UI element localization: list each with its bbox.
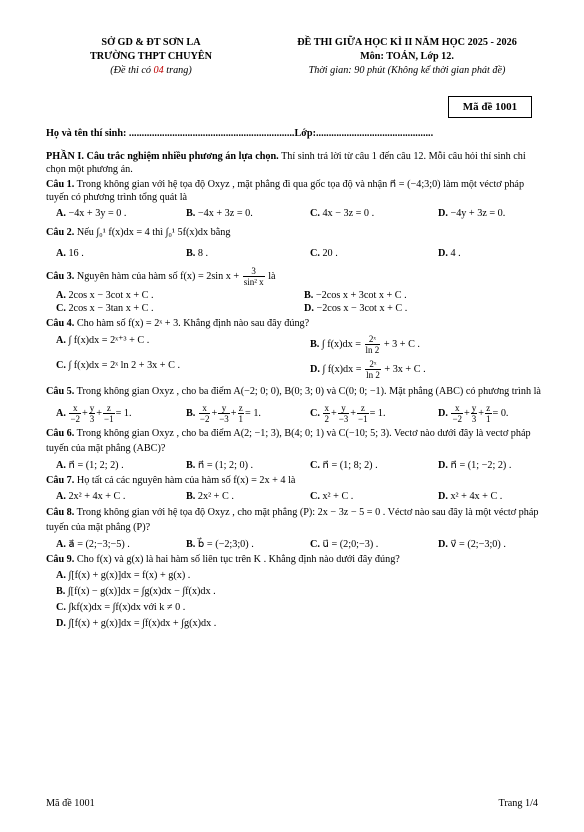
fraction: $\frac{z}{-1}$ (358, 403, 368, 424)
fraction: $\frac{z}{1}$ (486, 403, 491, 424)
option-a[interactable]: A. ∫ f(x)dx = 2ˣ⁺³ + C . (56, 335, 150, 346)
question-6-options (56, 459, 542, 472)
department-name: SỞ GD & ĐT SƠN LA (101, 37, 201, 48)
option-c[interactable]: C. x² + C . (310, 491, 354, 502)
header-left (46, 36, 256, 78)
option-d[interactable]: D. $\frac{x}{-2}$ + $\frac{y}{3}$ + $\frac{z}{1}$ = 0. (438, 403, 509, 424)
question-1: Câu 1. Trong không gian với hệ tọa độ Oxyz , mặt phẳng đi qua gốc tọa độ và nhận n⃗ = (−4;3;0) làm một véctơ pháp tuyến có phương trình tổng quát là (46, 179, 525, 203)
question-7-options (56, 490, 542, 503)
question-4: Câu 4. Cho hàm số f(x) = 2ˣ + 3. Khẳng định nào sau đây đúng? (46, 318, 310, 329)
option-c[interactable]: C. 2cos x − 3tan x + C . (56, 303, 154, 314)
question-6: Câu 6. Trong không gian Oxyz , cho ba điểm A(2; −1; 3), B(4; 0; 1) và C(−10; 5; 3). Vectơ nào dưới đây là vectơ pháp tuyến của mặt phẳng (ABC)? (46, 428, 531, 454)
option-b[interactable]: B. n⃗ = (1; 2; 0) . (186, 460, 254, 471)
option-c[interactable]: C. $\frac{x}{2}$ + $\frac{y}{-3}$ + $\frac{z}{-1}$ = 1. (310, 403, 386, 424)
option-d[interactable]: D. n⃗ = (1; −2; 2) . (438, 460, 512, 471)
student-info-line: Họ và tên thí sinh: .................................................................Lớp:.............................................. (46, 128, 434, 139)
footer-page-number: Trang 1/4 (498, 798, 538, 809)
option-c[interactable]: C. u⃗ = (2;0;−3) . (310, 539, 379, 550)
fraction: $\frac{x}{-2}$ (70, 403, 81, 424)
option-a[interactable]: A. −4x + 3y = 0 . (56, 208, 127, 219)
option-d[interactable]: D. 4 . (438, 248, 461, 259)
option-c[interactable]: C. ∫ f(x)dx = 2ˣ ln 2 + 3x + C . (56, 360, 180, 371)
option-d[interactable]: D. ∫ f(x)dx = $\frac{\text{2ˣ}}{\ln 2}$ + 3x + C . (310, 359, 426, 380)
fraction: $\frac{x}{-2}$ (199, 403, 210, 424)
question-9-options (56, 569, 542, 630)
fraction: $\frac{x}{-2}$ (452, 403, 463, 424)
option-a[interactable]: A. 2cos x − 3cot x + C . (56, 290, 154, 301)
option-d[interactable]: D. −4y + 3z = 0. (438, 208, 506, 219)
question-1-options (56, 207, 542, 220)
option-b[interactable]: B. ∫[f(x) − g(x)]dx = ∫g(x)dx − ∫f(x)dx . (56, 586, 216, 597)
questions-section (46, 150, 542, 633)
option-d[interactable]: D. x² + 4x + C . (438, 491, 503, 502)
question-7: Câu 7. Họ tất cả các nguyên hàm của hàm số f(x) = 2x + 4 là (46, 475, 296, 486)
question-8-options (56, 538, 542, 551)
option-b[interactable]: B. 8 . (186, 248, 209, 259)
exam-code-box: Mã đề 1001 (448, 96, 532, 118)
option-d[interactable]: D. ∫[f(x) + g(x)]dx = ∫f(x)dx + ∫g(x)dx . (56, 618, 217, 629)
question-3: Câu 3. Nguyên hàm của hàm số f(x) = 2sin x + $\frac{3}{\text{sin² x}}$ là (46, 266, 276, 287)
question-4-options-ab (56, 334, 542, 355)
option-c[interactable]: C. 4x − 3z = 0 . (310, 208, 375, 219)
fraction: $\frac{y}{3}$ (471, 403, 477, 424)
option-b[interactable]: B. −2cos x + 3cot x + C . (304, 290, 407, 301)
exam-subject: Môn: TOÁN, Lớp 12. (360, 51, 454, 62)
option-a[interactable]: A. n⃗ = (1; 2; 2) . (56, 460, 124, 471)
question-9: Câu 9. Cho f(x) và g(x) là hai hàm số liên tục trên K . Khẳng định nào dưới đây đúng? (46, 554, 400, 565)
question-3-options (56, 289, 542, 315)
option-a[interactable]: A. ∫[f(x) + g(x)]dx = f(x) + g(x) . (56, 570, 191, 581)
fraction: $\frac{x}{2}$ (324, 403, 329, 424)
fraction: $\frac{z}{1}$ (238, 403, 244, 424)
option-b[interactable]: B. −4x + 3z = 0. (186, 208, 253, 219)
pages-note: (Đề thi có 04 trang) (110, 65, 192, 76)
question-5: Câu 5. Trong không gian Oxyz , cho ba điểm A(−2; 0; 0), B(0; 3; 0) và C(0; 0; −1). Mặt phẳng (ABC) có phương trình là (46, 386, 541, 397)
option-c[interactable]: C. 20 . (310, 248, 338, 259)
footer-exam-code: Mã đề 1001 (46, 798, 95, 809)
option-b[interactable]: B. b⃗ = (−2;3;0) . (186, 539, 254, 550)
option-d[interactable]: D. −2cos x − 3cot x + C . (304, 303, 408, 314)
exam-time: Thời gian: 90 phút (Không kể thời gian phát đề) (308, 65, 506, 76)
fraction: $\frac{z}{-1}$ (104, 403, 114, 424)
option-b[interactable]: B. ∫ f(x)dx = $\frac{\text{2ˣ}}{\ln 2}$ + 3 + C . (310, 334, 420, 355)
exam-title: ĐỀ THI GIỮA HỌC KÌ II NĂM HỌC 2025 - 2026 (297, 37, 517, 48)
option-b[interactable]: B. 2x² + C . (186, 491, 234, 502)
option-a[interactable]: A. $\frac{x}{-2}$ + $\frac{y}{3}$ + $\frac{z}{-1}$ = 1. (56, 403, 132, 424)
question-2: Câu 2. Nếu ∫₀¹ f(x)dx = 4 thì ∫₀¹ 5f(x)dx bằng (46, 227, 231, 238)
fraction: $\frac{y}{-3}$ (219, 403, 229, 424)
fraction: $\frac{\text{2ˣ}}{\ln 2}$ (366, 359, 380, 380)
fraction: $\frac{y}{3}$ (89, 403, 95, 424)
option-d[interactable]: D. v⃗ = (2;−3;0) . (438, 539, 506, 550)
option-b[interactable]: B. $\frac{x}{-2}$ + $\frac{y}{-3}$ + $\frac{z}{1}$ = 1. (186, 403, 261, 424)
question-4-options-cd (56, 359, 542, 380)
question-5-options (56, 403, 542, 424)
part1-heading: PHẦN I. Câu trắc nghiệm nhiều phương án lựa chọn. Thí sinh trả lời từ câu 1 đến câu 12. Mỗi câu hỏi thí sinh chỉ chọn một phương án. (46, 151, 526, 175)
fraction: $\frac{y}{-3}$ (338, 403, 349, 424)
fraction: $\frac{3}{\text{sin² x}}$ (243, 266, 264, 287)
question-2-options (56, 247, 542, 260)
option-c[interactable]: C. n⃗ = (1; 8; 2) . (310, 460, 378, 471)
option-c[interactable]: C. ∫kf(x)dx = ∫f(x)dx với k ≠ 0 . (56, 602, 186, 613)
question-8: Câu 8. Trong không gian với hệ tọa độ Oxyz , cho mặt phẳng (P): 2x − 3z − 5 = 0 . Véctơ nào sau đây là một véctơ pháp tuyến của mặt phẳng (P)? (46, 507, 539, 533)
header-right (262, 36, 552, 78)
option-a[interactable]: A. a⃗ = (2;−3;−5) . (56, 539, 130, 550)
option-a[interactable]: A. 2x² + 4x + C . (56, 491, 126, 502)
option-a[interactable]: A. 16 . (56, 248, 84, 259)
school-name: TRƯỜNG THPT CHUYÊN (89, 51, 213, 62)
fraction: $\frac{\text{2ˣ}}{\ln 2}$ (365, 334, 380, 355)
